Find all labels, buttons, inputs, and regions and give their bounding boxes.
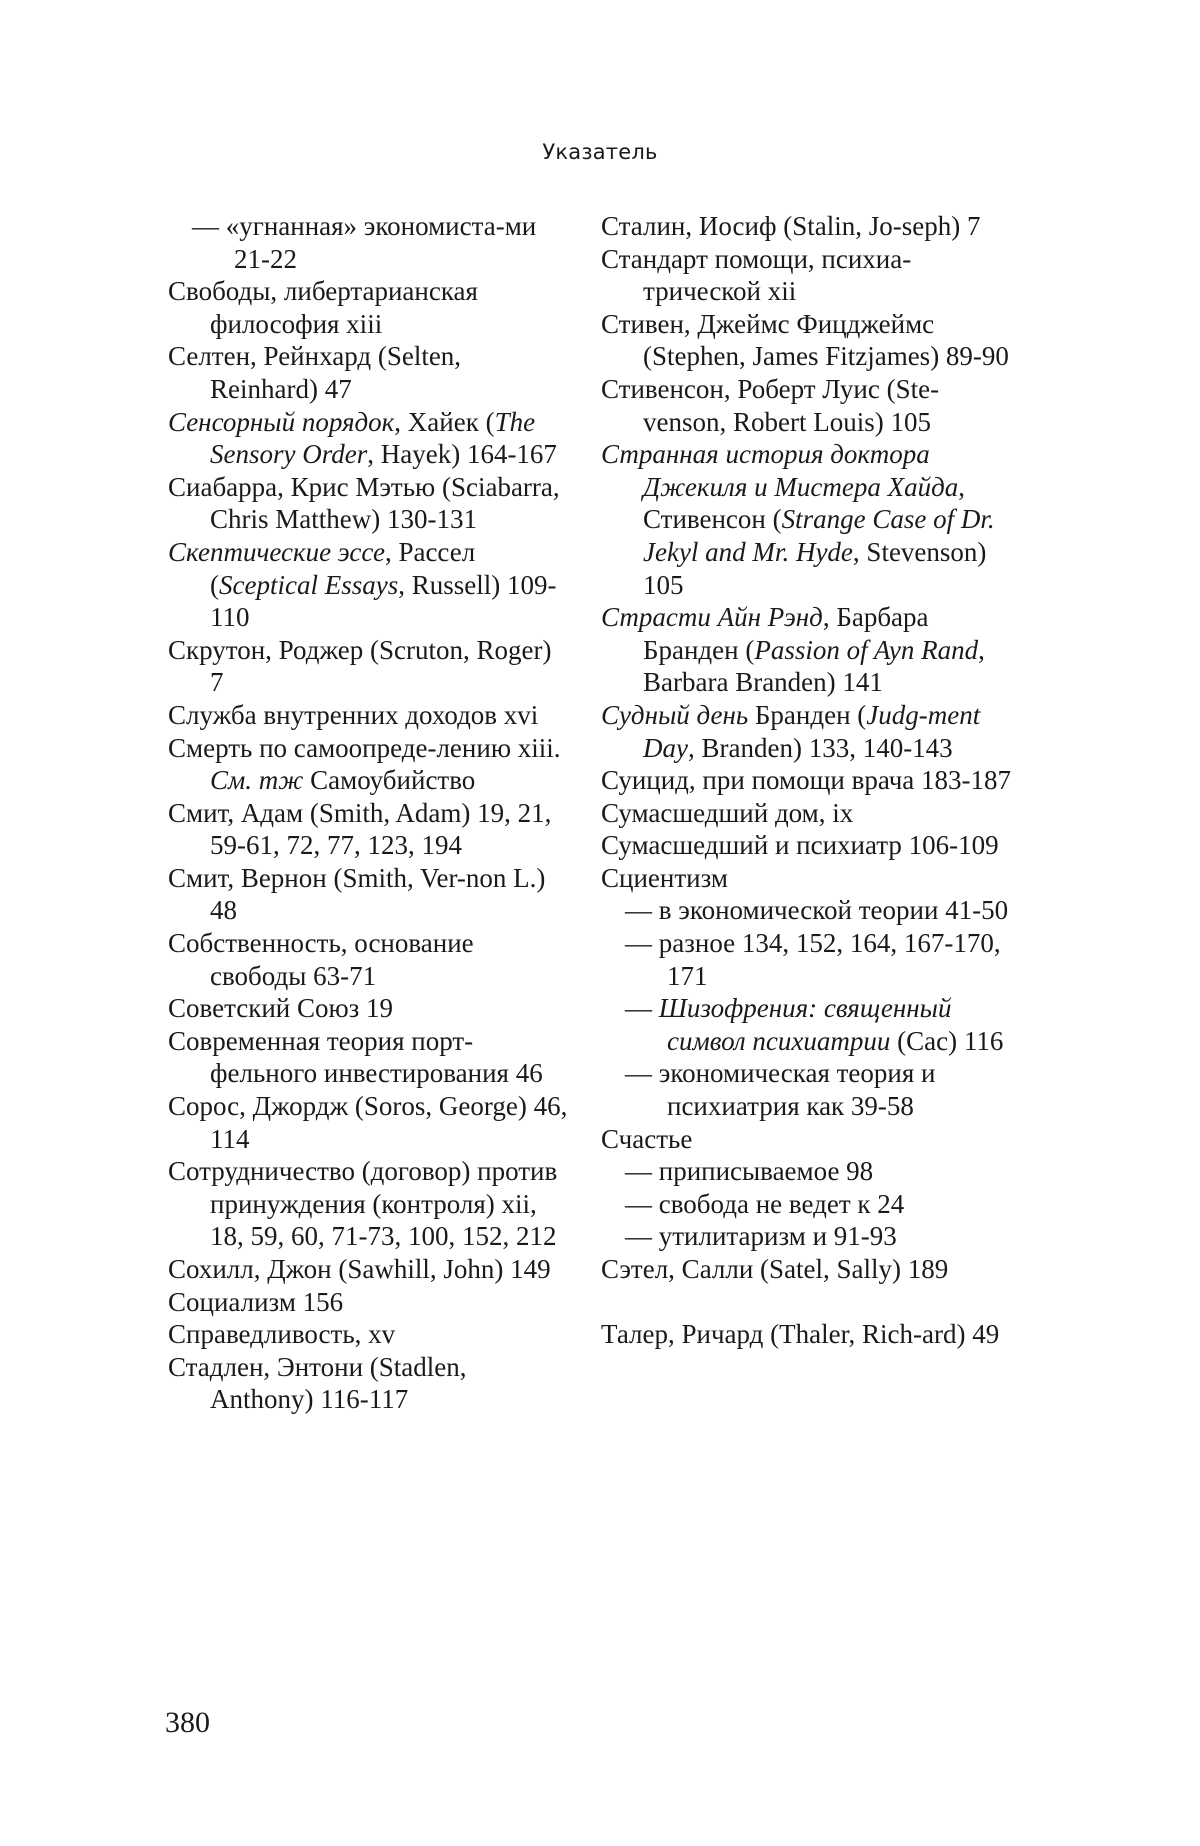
index-entry: Свободы, либертарианская философия xiii xyxy=(168,276,478,339)
index-subentry: — свобода не ведет к 24 xyxy=(625,1188,905,1219)
index-entry: Социализм 156 xyxy=(168,1286,344,1317)
index-subentry: — в экономической теории 41-50 xyxy=(625,895,1009,926)
index-entry: Сциентизм xyxy=(601,862,728,893)
index-entry: Сэтел, Салли (Satel, Sally) 189 xyxy=(601,1254,949,1284)
index-entry: Сумасшедший и психиатр 106-109 xyxy=(601,830,999,861)
index-entry: Справедливость, xv xyxy=(168,1319,396,1350)
index-entry: Сенсорный порядок, Хайек (The Sensory Order, Hayek) 164-167 xyxy=(168,406,557,470)
index-subentry: — Шизофрения: священный символ психиатрии (Сас) 116 xyxy=(625,993,1004,1056)
index-entry: Счастье xyxy=(601,1123,693,1154)
index-entry: Сиабарра, Крис Мэтью (Sciabarra, Chris Matthew) 130-131 xyxy=(168,471,560,535)
index-entry: Талер, Ричард (Thaler, Rich-ard) 49 xyxy=(601,1318,1000,1349)
index-entry: Страсти Айн Рэнд, Барбара Бранден (Passion of Ayn Rand, Barbara Branden) 141 xyxy=(601,602,985,698)
index-entry: Сумасшедший дом, ix xyxy=(601,797,854,828)
index-entry: Суицид, при помощи врача 183-187 xyxy=(601,765,1012,796)
index-entry: Стадлен, Энтони (Stadlen, Anthony) 116-117 xyxy=(168,1351,467,1415)
index-entry: Собственность, основание свободы 63-71 xyxy=(168,928,474,991)
index-entry: Сорос, Джордж (Soros, George) 46, 114 xyxy=(168,1091,568,1154)
index-subentry: — экономическая теория и психиатрия как 39-58 xyxy=(625,1058,936,1122)
index-entry: Стандарт помощи, психиа-трической xii xyxy=(601,243,912,307)
index-entry: Смит, Вернон (Smith, Ver-non L.) 48 xyxy=(168,862,546,926)
running-head: Указатель xyxy=(542,140,658,164)
index-entry: Советский Союз 19 xyxy=(168,993,394,1024)
index-entry: Современная теория порт-фельного инвестирования 46 xyxy=(168,1025,543,1089)
index-subentry: — приписываемое 98 xyxy=(625,1156,874,1187)
index-entry: Сталин, Иосиф (Stalin, Jo-seph) 7 xyxy=(601,211,981,241)
index-entry: Селтен, Рейнхард (Selten, Reinhard) 47 xyxy=(168,341,462,404)
index-entry: Стивен, Джеймс Фицджеймс (Stephen, James Fitzjames) 89-90 xyxy=(601,308,1009,372)
index-subentry: — «угнанная» экономиста-ми 21-22 xyxy=(192,211,537,274)
index-column-left xyxy=(168,210,568,1416)
index-entry: Скептические эссе, Рассел (Sceptical Essays, Russell) 109-110 xyxy=(168,536,557,633)
index-entry: Сотрудничество (договор) против принуждения (контроля) xii, 18, 59, 60, 71-73, 100, 152, 212 xyxy=(168,1156,558,1252)
index-entry: Служба внутренних доходов xvi xyxy=(168,699,539,730)
index-column-right xyxy=(601,210,1021,1350)
index-entry: Странная история доктора Джекиля и Мистера Хайда, Стивенсон (Strange Case of Dr. Jekyl and Mr. Hyde, Stevenson) 105 xyxy=(601,439,995,600)
index-entry: Скрутон, Роджер (Scruton, Roger) 7 xyxy=(168,634,552,698)
index-entry: Стивенсон, Роберт Луис (Ste-venson, Robert Louis) 105 xyxy=(601,373,940,437)
index-entry: Смерть по самоопреде-лению xiii. См. тж Самоубийство xyxy=(168,732,561,796)
index-entry: Судный день Бранден (Judg-ment Day, Branden) 133, 140-143 xyxy=(601,699,981,763)
index-entry: Сохилл, Джон (Sawhill, John) 149 xyxy=(168,1254,551,1284)
index-entry: Смит, Адам (Smith, Adam) 19, 21, 59-61, 72, 77, 123, 194 xyxy=(168,797,552,861)
page-number: 380 xyxy=(165,1706,210,1739)
index-subentry: — утилитаризм и 91-93 xyxy=(625,1221,897,1252)
index-subentry: — разное 134, 152, 164, 167-170, 171 xyxy=(625,928,1001,991)
